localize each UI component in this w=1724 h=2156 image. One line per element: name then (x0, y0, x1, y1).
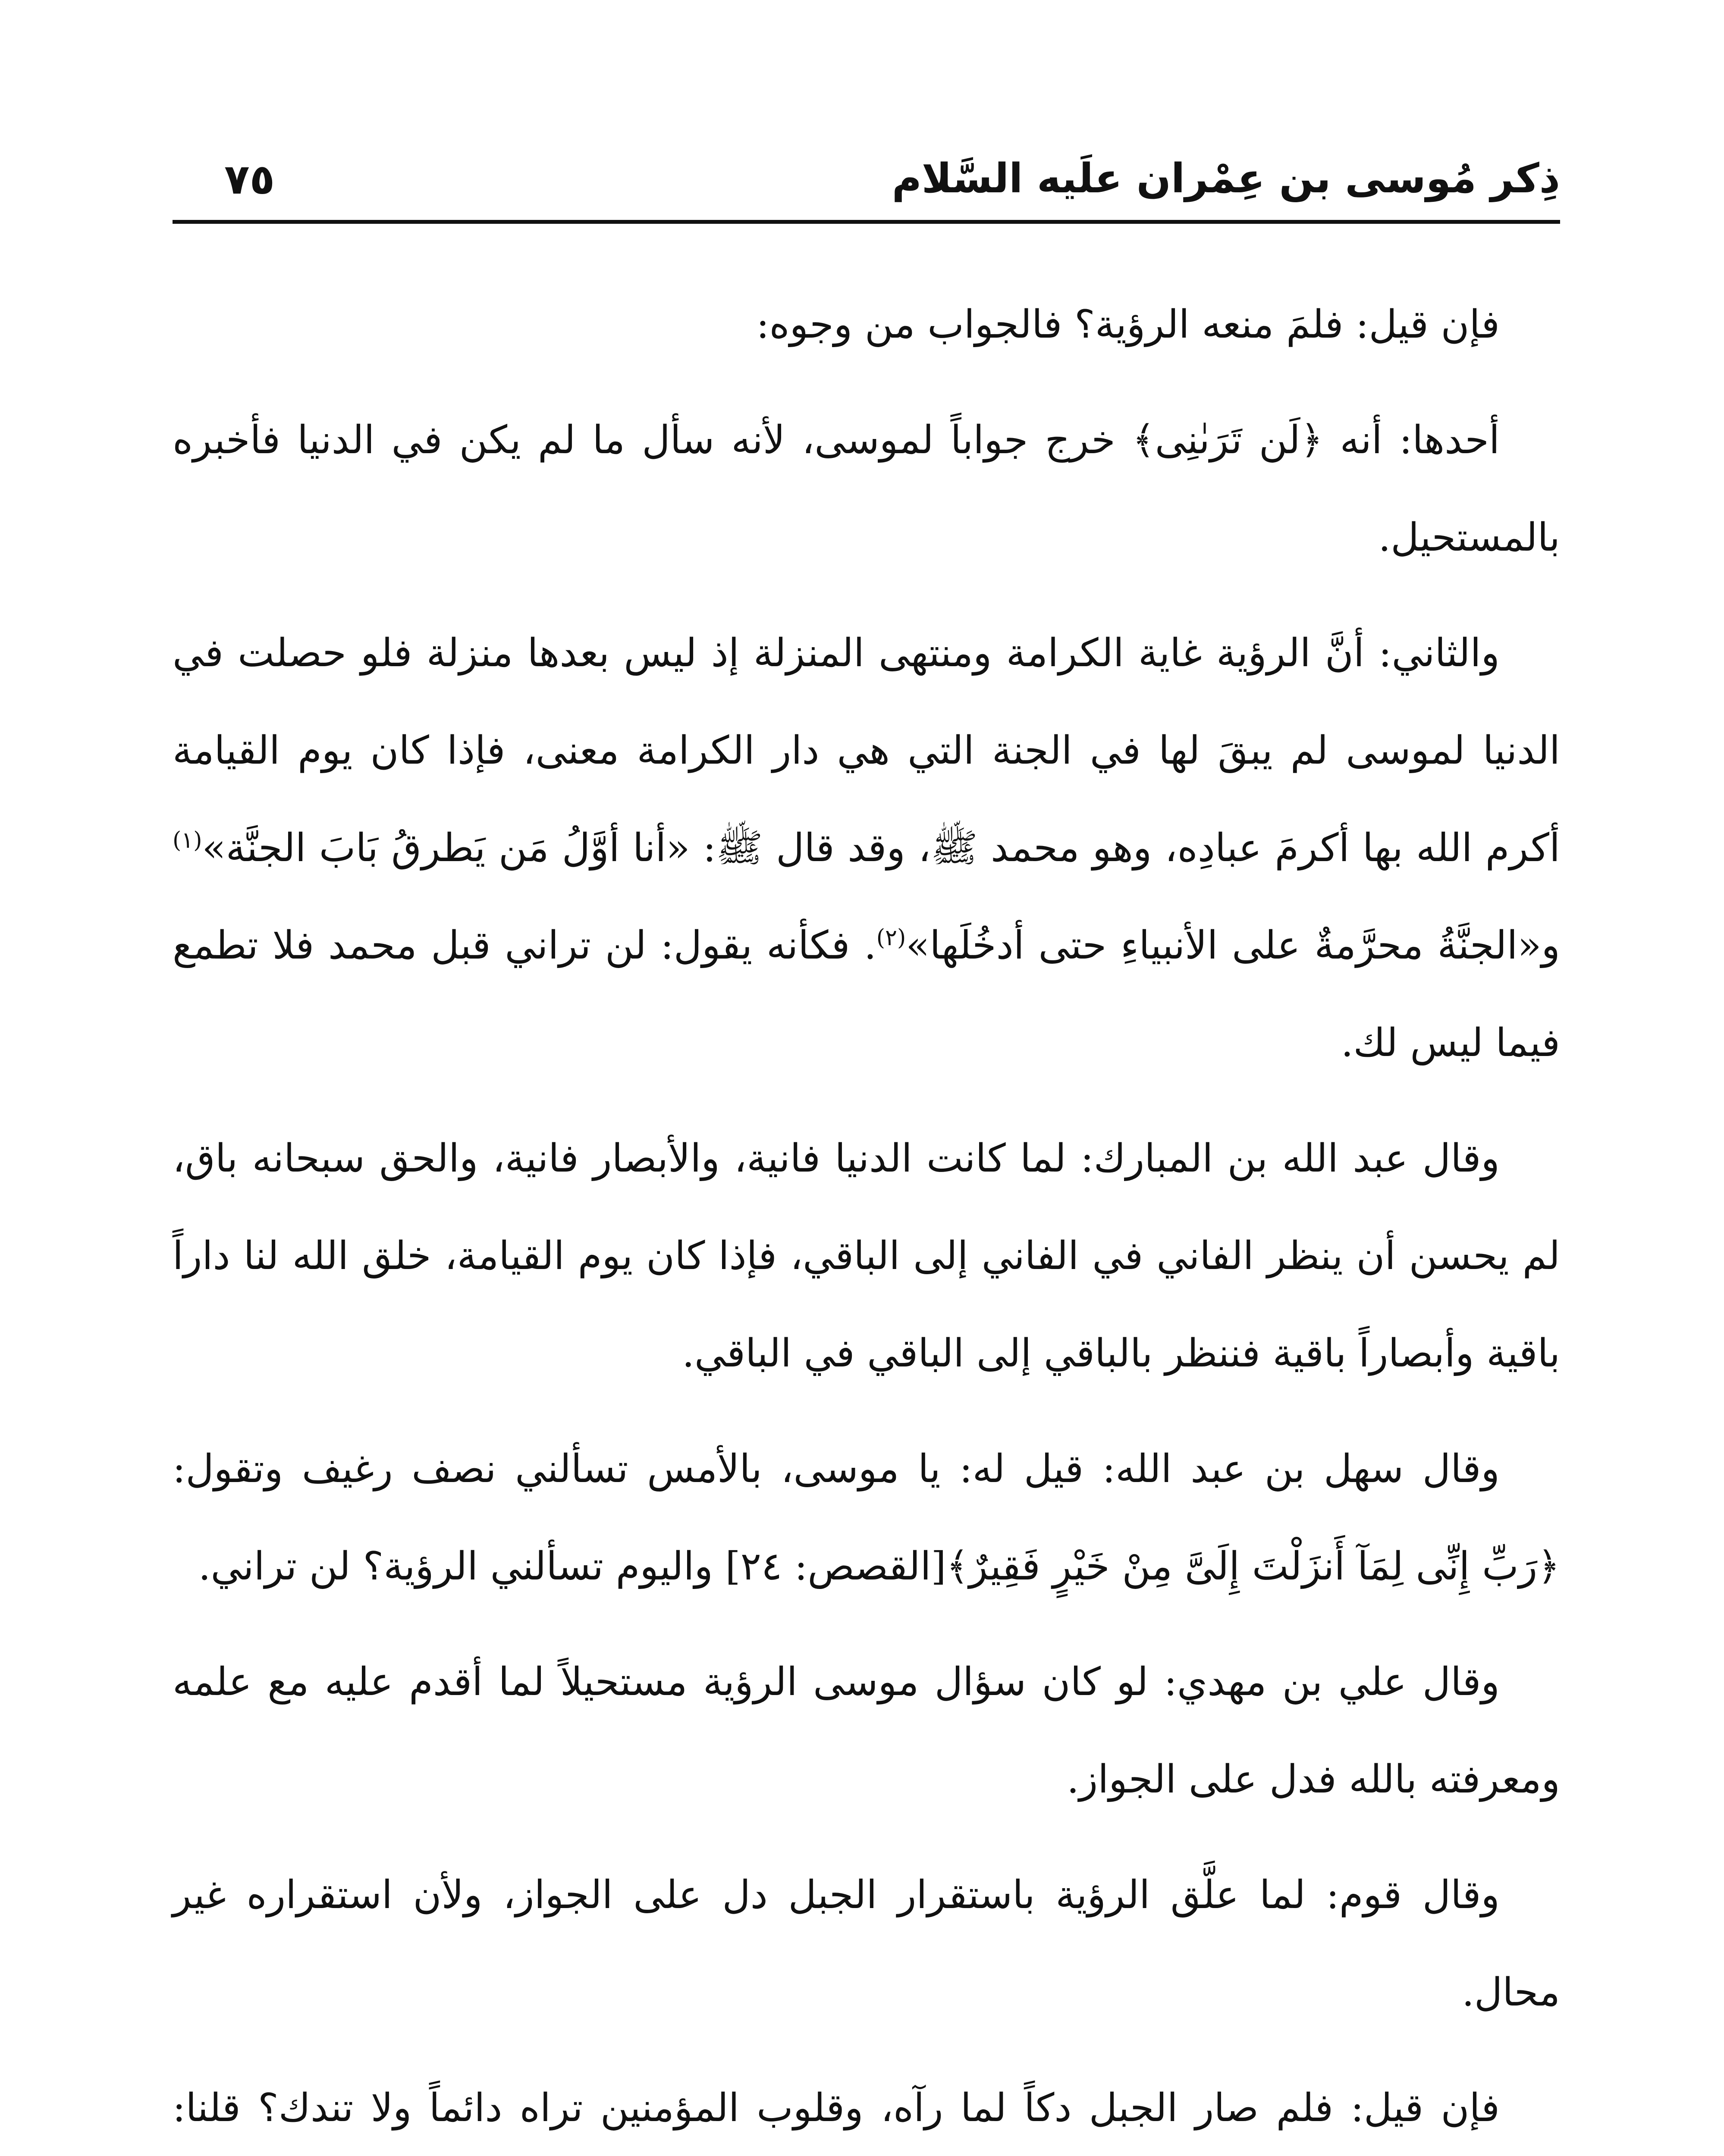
footnote-ref[interactable]: (١) (173, 827, 202, 853)
paragraph: أحدها: أنه ﴿لَن تَرَىٰنِى﴾ خرج جواباً لموسى، لأنه سأل ما لم يكن في الدنيا فأخبره بالمستحيل. (173, 417, 1560, 560)
paragraph: وقال عبد الله بن المبارك: لما كانت الدنيا فانية، والأبصار فانية، والحق سبحانه باق، لم يحسن أن ينظر الفاني في الفاني إلى الباقي، فإذا كان يوم القيامة، خلق الله لنا داراً باقية وأبصاراً باقية فننظر بالباقي إلى الباقي في الباقي. (173, 1136, 1560, 1376)
paragraph (173, 1420, 1560, 1615)
paragraph-text: [القصص: ٢٤] واليوم تسألني الرؤية؟ لن تراني. (198, 1544, 946, 1589)
paragraph-text: و«الجنَّةُ محرَّمةٌ على الأنبياءِ حتى أدخُلَها» (906, 923, 1560, 968)
paragraph-text: وقال سهل بن عبد الله: قيل له: يا موسى، بالأمس تسألني نصف رغيف وتقول: (173, 1446, 1500, 1492)
chapter-title: ذِكر مُوسى بن عِمْران علَيه السَّلام (892, 155, 1560, 202)
paragraph: وقال علي بن مهدي: لو كان سؤال موسى الرؤية مستحيلاً لما أقدم عليه مع علمه ومعرفته بالله فدل على الجواز. (173, 1659, 1560, 1802)
paragraph: وقال قوم: لما علَّق الرؤية باستقرار الجبل دل على الجواز، ولأن استقراره غير محال. (173, 1872, 1560, 2015)
paragraph: فإن قيل: فلمَ منعه الرؤية؟ فالجواب من وجوه: (756, 302, 1500, 347)
paragraph-text: . فكأنه يقول: لن تراني قبل محمد فلا تطمع فيما ليس لك. (173, 923, 1560, 1065)
running-header (173, 147, 1560, 224)
page-number: ٧٥ (224, 155, 275, 204)
footnote-ref[interactable]: (٢) (876, 925, 906, 951)
paragraph (173, 605, 1560, 1092)
paragraph-text: والثاني: أنَّ الرؤية غاية الكرامة ومنتهى المنزلة إذ ليس بعدها منزلة فلو حصلت في الدنيا لموسى لم يبقَ لها في الجنة التي هي دار الكرامة معنى، فإذا كان يوم القيامة أكرم الله بها أكرمَ عبادِه، وهو محمد ﷺ، وقد قال ﷺ: «أنا أوَّلُ مَن يَطرقُ بَابَ الجنَّة» (173, 630, 1560, 871)
quran-quote: ﴿رَبِّ إِنِّى لِمَآ أَنزَلْتَ إِلَىَّ مِنْ خَيْرٍ فَقِيرٌ﴾ (946, 1544, 1560, 1589)
main-text (173, 276, 1560, 2156)
paragraph: فإن قيل: فلم صار الجبل دكاً لما رآه، وقلوب المؤمنين تراه دائماً ولا تندك؟ قلنا: (173, 2085, 1500, 2131)
